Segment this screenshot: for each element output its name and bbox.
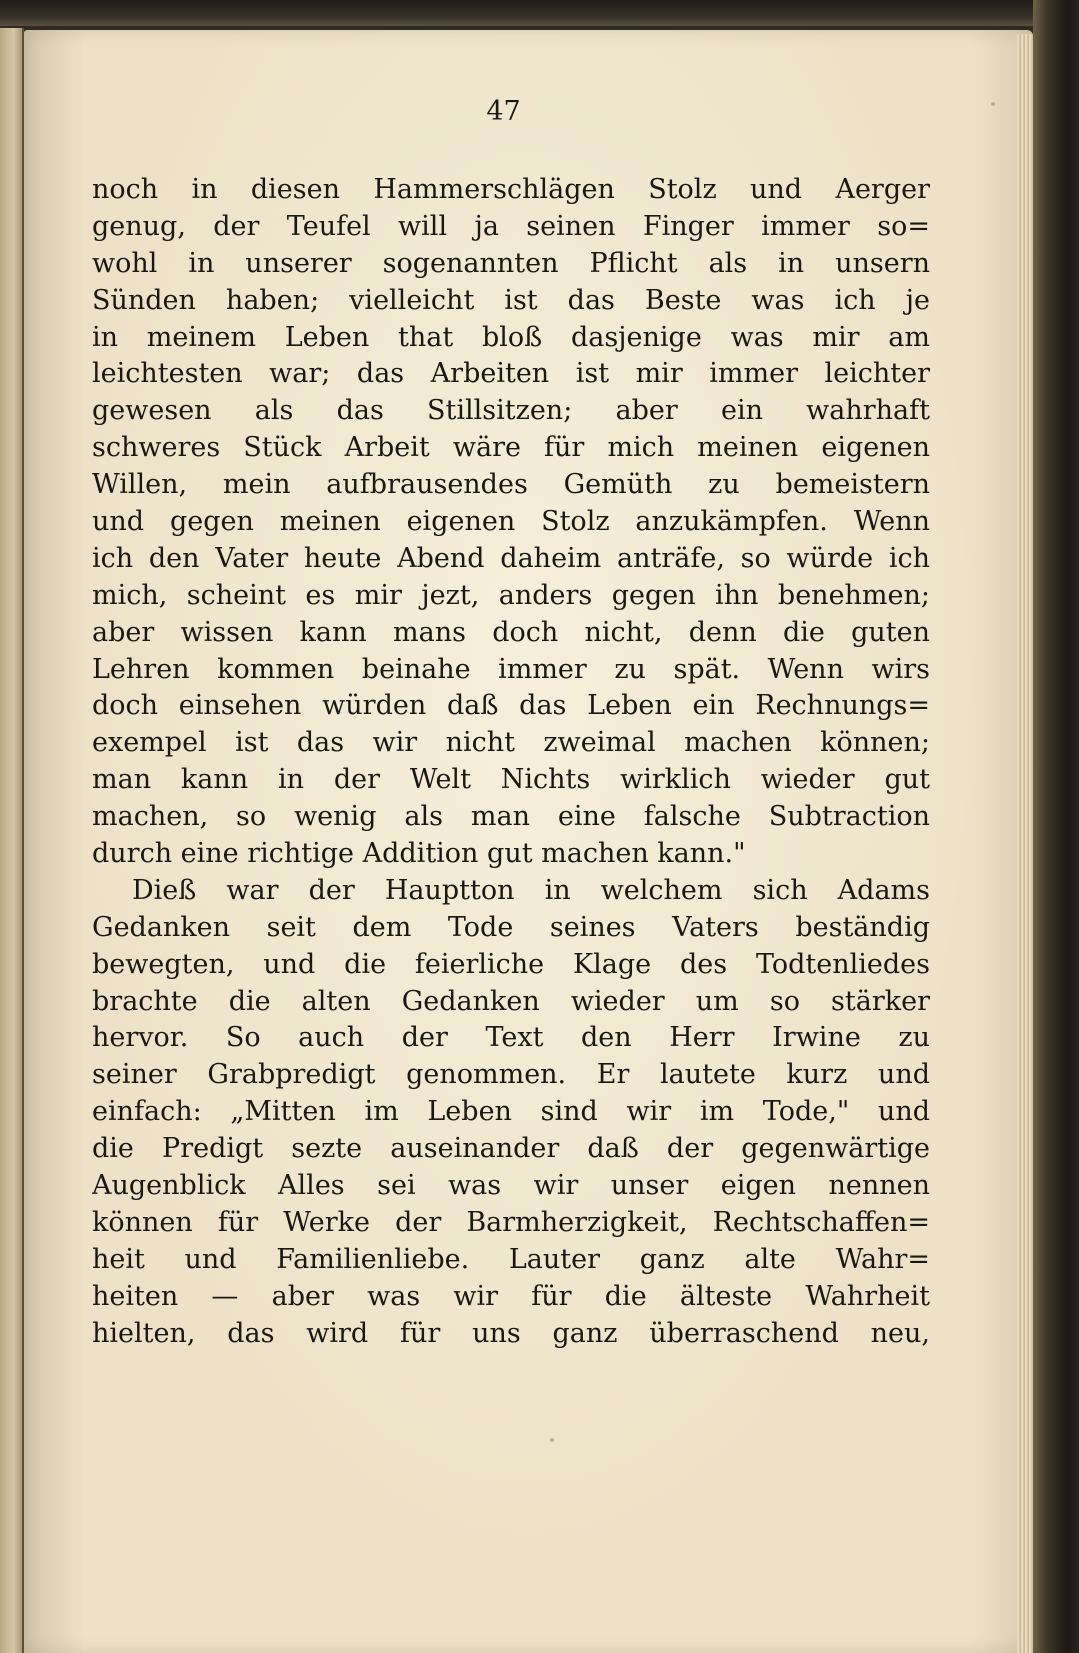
text-line: man kann in der Welt Nichts wirklich wieder gut [92,764,930,796]
text-line: doch einsehen würden daß das Leben ein Rechnungs= [92,690,930,722]
text-line: leichtesten war; das Arbeiten ist mir immer leichter [92,358,930,390]
text-line: bewegten, und die feierliche Klage des Todtenliedes [92,948,930,980]
text-line: exempel ist das wir nicht zweimal machen können; [92,727,930,759]
text-line: und gegen meinen eigenen Stolz anzukämpfen. Wenn [92,506,930,538]
text-line: Lehren kommen beinahe immer zu spät. Wenn wirs [92,653,930,685]
page-stack-edges [1017,34,1033,1653]
text-line: seiner Grabpredigt genommen. Er lautete kurz und [92,1059,930,1091]
text-line: heiten — aber was wir für die älteste Wahrheit [92,1280,930,1312]
text-line: heit und Familienliebe. Lauter ganz alte Wahr= [92,1243,930,1275]
book-top-edge [0,0,1079,26]
text-line: machen, so wenig als man eine falsche Subtraction [92,801,930,833]
text-line: brachte die alten Gedanken wieder um so stärker [92,985,930,1017]
paper-speck [991,102,995,106]
text-line: die Predigt sezte auseinander daß der gegenwärtige [92,1133,930,1165]
text-line: mich, scheint es mir jezt, anders gegen ihn benehmen; [92,579,930,611]
text-line: Augenblick Alles sei was wir unser eigen nennen [92,1170,930,1202]
text-line: noch in diesen Hammerschlägen Stolz und Aerger [92,174,930,205]
previous-page-edge [0,28,24,1653]
text-line: wohl in unserer sogenannten Pflicht als in unsern [92,247,930,279]
book-page [24,30,1033,1653]
text-line: aber wissen kann mans doch nicht, denn die guten [92,616,930,648]
text-line: durch eine richtige Addition gut machen kann." [92,838,746,870]
text-line: genug, der Teufel will ja seinen Finger immer so= [92,210,930,242]
text-line: Gedanken seit dem Tode seines Vaters beständig [92,911,930,943]
page-number: 47 [486,96,521,127]
text-line: ich den Vater heute Abend daheim anträfe, so würde ich [92,542,930,574]
text-line: einfach: „Mitten im Leben sind wir im Tode," und [92,1096,930,1128]
text-line: können für Werke der Barmherzigkeit, Rechtschaffen= [92,1206,930,1238]
text-line: gewesen als das Stillsitzen; aber ein wahrhaft [92,395,930,427]
page-body-text [92,172,930,1353]
paper-speck [550,1438,554,1442]
text-line: hielten, das wird für uns ganz überraschend neu, [92,1317,930,1349]
text-line: in meinem Leben that bloß dasjenige was mir am [92,321,930,353]
text-line: schweres Stück Arbeit wäre für mich meinen eigenen [92,432,930,464]
book-binding-edge [1033,0,1079,1653]
text-line: Sünden haben; vielleicht ist das Beste was ich je [92,284,930,316]
text-line-paragraph-start: Dieß war der Hauptton in welchem sich Adams [132,874,930,906]
text-line: hervor. So auch der Text den Herr Irwine zu [92,1022,930,1054]
text-line: Willen, mein aufbrausendes Gemüth zu bemeistern [92,469,930,501]
